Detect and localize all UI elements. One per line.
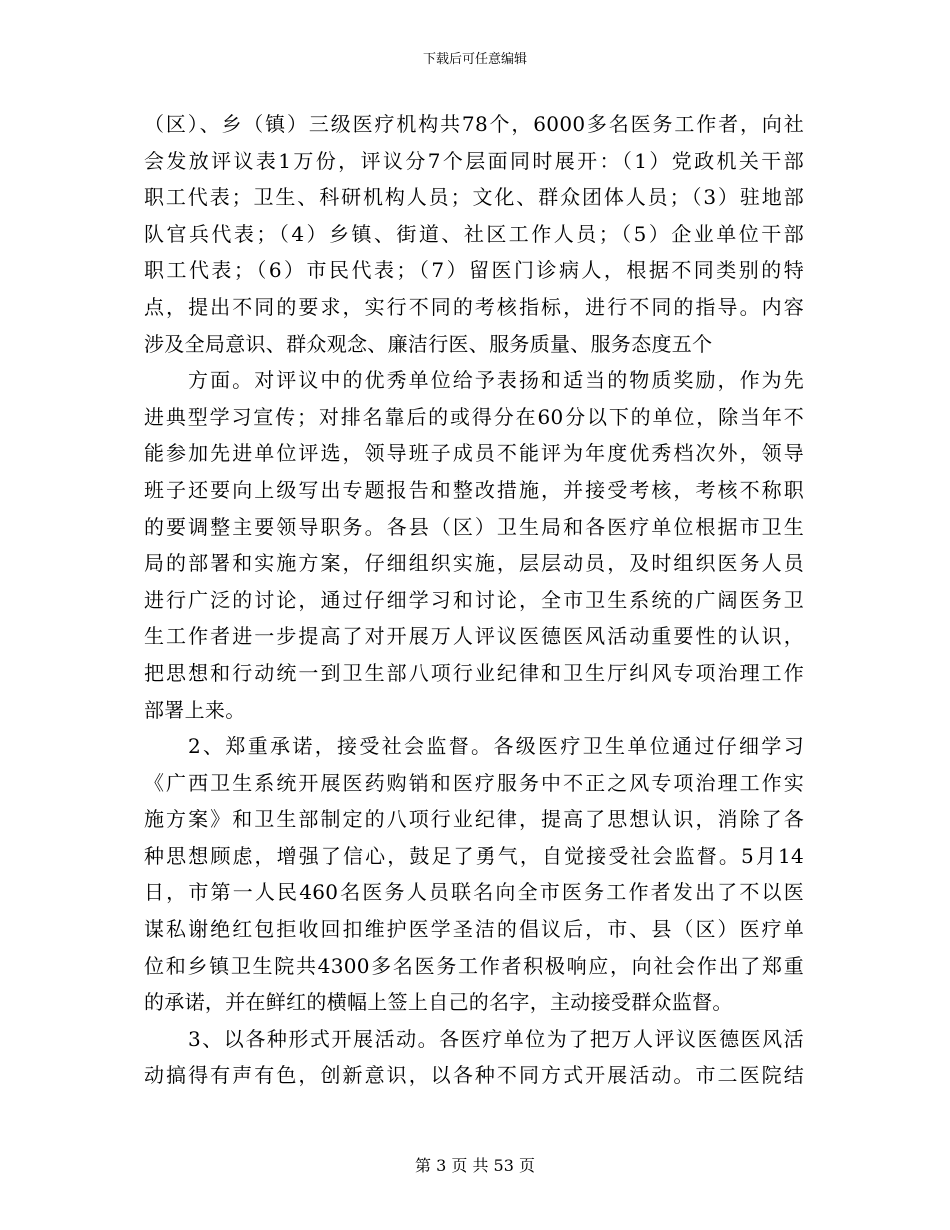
text-line: 能参加先进单位评选，领导班子成员不能评为年度优秀档次外，领导 xyxy=(144,441,804,466)
text-line: 位和乡镇卫生院共4300多名医务工作者积极响应，向社会作出了郑重 xyxy=(144,953,804,978)
text-line: 职工代表；（6）市民代表；（7）留医门诊病人，根据不同类别的特 xyxy=(144,258,804,283)
text-line: 《广西卫生系统开展医药购销和医疗服务中不正之风专项治理工作实 xyxy=(144,770,804,795)
text-line: 的要调整主要领导职务。各县（区）卫生局和各医疗单位根据市卫生 xyxy=(144,514,804,539)
text-line: 把思想和行动统一到卫生部八项行业纪律和卫生厅纠风专项治理工作 xyxy=(144,660,804,685)
document-body xyxy=(144,106,804,1094)
text-line: 方面。对评议中的优秀单位给予表扬和适当的物质奖励，作为先 xyxy=(188,368,804,393)
text-line: 生工作者进一步提高了对开展万人评议医德医风活动重要性的认识， xyxy=(144,624,804,649)
page-number-footer: 第 3 页 共 53 页 xyxy=(415,1156,535,1175)
text-line: 职工代表；卫生、科研机构人员；文化、群众团体人员；（3）驻地部 xyxy=(144,185,804,210)
text-line: 涉及全局意识、群众观念、廉洁行医、服务质量、服务态度五个 xyxy=(144,331,713,356)
text-line: 3、以各种形式开展活动。各医疗单位为了把万人评议医德医风活 xyxy=(188,1026,804,1051)
text-line: 2、郑重承诺，接受社会监督。各级医疗卫生单位通过仔细学习 xyxy=(188,734,804,759)
text-line: 施方案》和卫生部制定的八项行业纪律，提高了思想认识，消除了各 xyxy=(144,807,804,832)
text-line: 进行广泛的讨论，通过仔细学习和讨论，全市卫生系统的广阔医务卫 xyxy=(144,587,804,612)
text-line: （区）、乡（镇）三级医疗机构共78个，6000多名医务工作者，向社 xyxy=(144,112,804,136)
text-line: 会发放评议表1万份，评议分7个层面同时展开：（1）党政机关干部 xyxy=(144,148,804,173)
text-line: 部署上来。 xyxy=(144,697,246,722)
text-line: 点，提出不同的要求，实行不同的考核指标，进行不同的指导。内容 xyxy=(144,294,804,319)
text-line: 班子还要向上级写出专题报告和整改措施，并接受考核，考核不称职 xyxy=(144,477,804,502)
page-header: 下载后可任意编辑 xyxy=(422,52,527,67)
text-line: 的承诺，并在鲜红的横幅上签上自己的名字，主动接受群众监督。 xyxy=(144,990,733,1015)
text-line: 动搞得有声有色，创新意识，以各种不同方式开展活动。市二医院结 xyxy=(144,1063,804,1088)
text-line: 日，市第一人民460名医务人员联名向全市医务工作者发出了不以医 xyxy=(144,880,804,905)
text-line: 种思想顾虑，增强了信心，鼓足了勇气，自觉接受社会监督。5月14 xyxy=(144,843,804,868)
text-line: 进典型学习宣传；对排名靠后的或得分在60分以下的单位，除当年不 xyxy=(144,404,804,429)
text-line: 局的部署和实施方案，仔细组织实施，层层动员，及时组织医务人员 xyxy=(144,551,804,576)
text-line: 谋私谢绝红包拒收回扣维护医学圣洁的倡议后，市、县（区）医疗单 xyxy=(144,917,804,942)
text-line: 队官兵代表；（4）乡镇、街道、社区工作人员；（5）企业单位干部 xyxy=(144,221,804,246)
